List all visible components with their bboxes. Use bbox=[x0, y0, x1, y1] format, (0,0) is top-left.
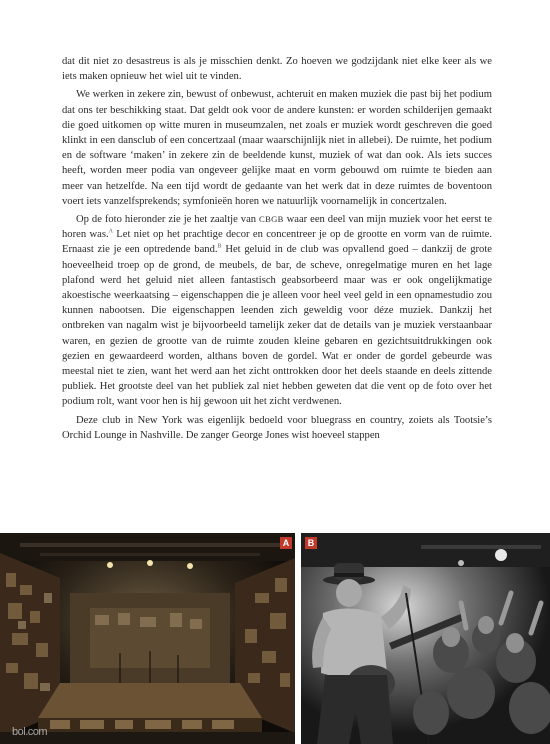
watermark-suffix: .com bbox=[25, 726, 48, 738]
photo-a-badge: A bbox=[280, 537, 292, 549]
paragraph-3 bbox=[62, 212, 492, 410]
paragraph-2: We werken in zekere zin, bewust of onbewust, achteruit en maken muziek die past bij het podium dat ons ter beschikking staat. Dat geldt ook voor de andere kunsten: er worden schilderijen gemaakt die goed uitkomen op witte muren in museumzalen, net zoals er muziek wordt geschreven die goed klinkt in een dansclub of een concertzaal (maar waarschijnlijk niet in allebei). De ruimte, het podium en de software ‘maken’ in zekere zin de beeldende kunst, muziek of wat dan ook. Als iets succes heeft, worden meer podia van ongeveer gelijke maat en vorm gebouwd om ruimte te bieden aan meer van hetzelfde. Na een tijd wordt de gedaante van het werk dat in deze ruimtes de boventoon voert iets vanzelfsprekends; symfonieën horen we natuurlijk voornamelijk in concertzalen. bbox=[62, 89, 492, 207]
body-text bbox=[62, 54, 492, 443]
stage-photo-illustration bbox=[0, 533, 295, 744]
paragraph-3-part-c: Let niet op het prachtige decor en concentreer je op de grootte en vorm van de ruimte. Ernaast zie je een optredende band. bbox=[62, 229, 492, 256]
paragraph-4: Deze club in New York was eigenlijk bedoeld voor bluegrass en country, zoiets als Tootsie’s Orchid Lounge in Nashville. De zanger George Jones wist hoeveel stappen bbox=[62, 414, 492, 441]
watermark-text: bol bbox=[12, 726, 26, 738]
footnote-b: B bbox=[217, 243, 222, 250]
paragraph-3-part-d: Het geluid in de club was opvallend goed – dankzij de grote hoeveelheid troep op de grond, de meubels, de bar, de scheve, onregelmatige muren en het lage plafond werd het geluid niet alleen fantastisch geabsorbeerd maar was er ook ongelijkmatige akoestische weerkaatsing – eigenschappen die je alleen voor heel veel geld in een opnamestudio zou kunnen nabootsen. Die eigenschappen leenden zich geweldig voor déze muziek. Dankzij het ontbreken van nagalm wist je bijvoorbeeld tamelijk zeker dat de details van je muziek verstaanbaar waren, en gezien de grootte van de ruimte zouden kleine gebaren en gezichtsuitdrukkingen ook gezien en gewaardeerd worden, althans boven de gordel. Wat er onder de gordel gebeurde was meestal niet te zien, want het werd aan het zicht onttrokken door het deels staande en deels zittende publiek. Het grootste deel van het publiek zal niet hebben geweten dat die vent op de foto over het podium rolt, want voor hen is hij gewoon uit het zicht verdwenen. bbox=[62, 244, 492, 408]
photo-band-performing bbox=[301, 533, 550, 744]
paragraph-1: dat dit niet zo desastreus is als je misschien denkt. Zo hoeven we godzijdank niet elke keer als we iets maken opnieuw het wiel uit te vinden. bbox=[62, 56, 492, 83]
paragraph-3-part-b: waar een deel van mijn muziek voor het eerst te horen was. bbox=[62, 214, 492, 241]
photo-cbgb-stage bbox=[0, 533, 295, 744]
photo-b-badge: B bbox=[305, 537, 317, 549]
band-photo-illustration bbox=[301, 533, 550, 744]
cbgb-smallcaps: CBGB bbox=[259, 214, 284, 225]
bol-watermark bbox=[12, 720, 47, 740]
footnote-a: A bbox=[108, 228, 113, 235]
paragraph-3-part-a: Op de foto hieronder zie je het zaaltje van bbox=[76, 214, 260, 226]
